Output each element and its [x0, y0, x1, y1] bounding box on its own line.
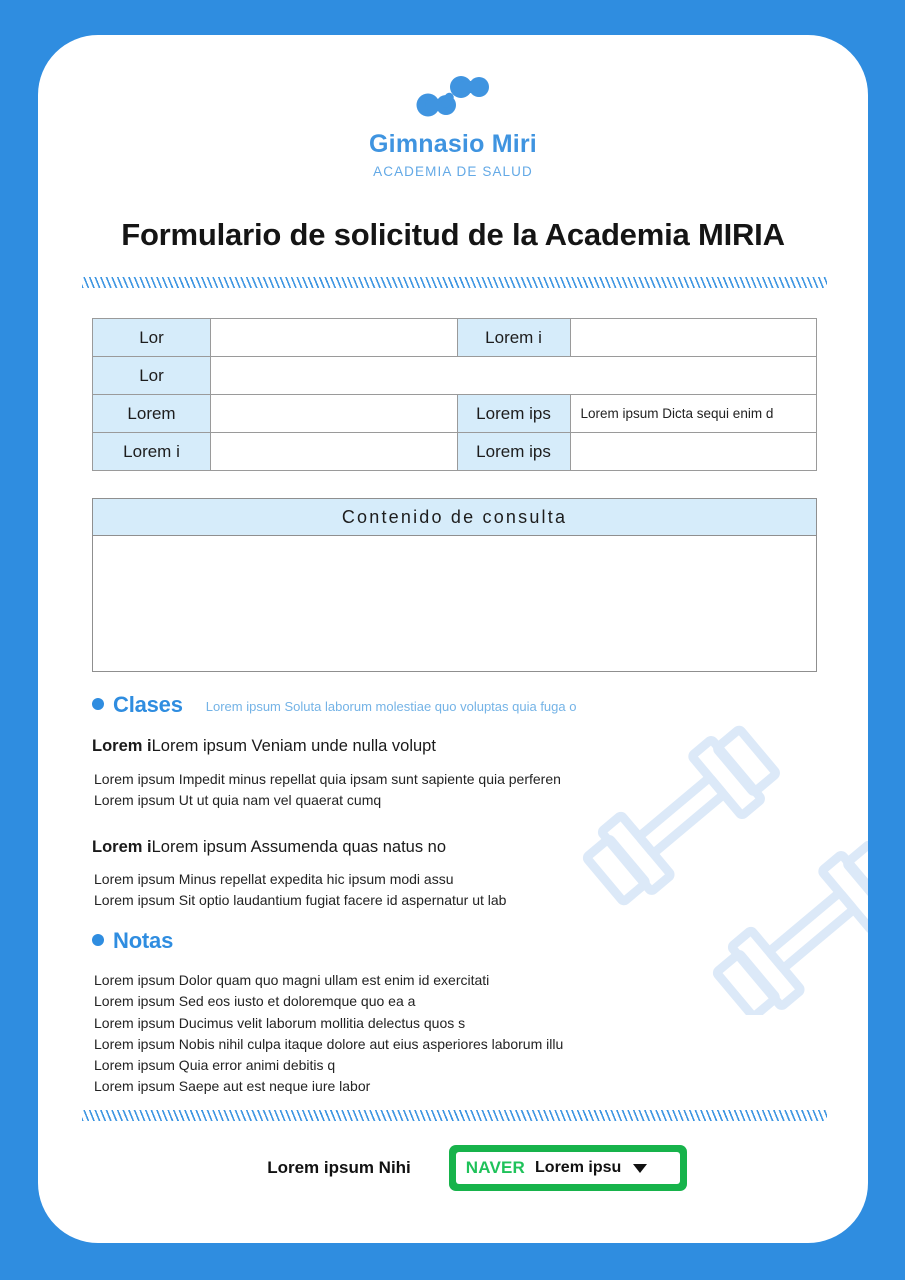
bullet-icon — [92, 698, 104, 710]
notes-list — [92, 970, 832, 1098]
consultation-box — [92, 498, 817, 672]
naver-button[interactable] — [449, 1145, 687, 1191]
class-block-title-bold: Lorem i — [92, 837, 152, 856]
page-title: Formulario de solicitud de la Academia MIRIA — [121, 217, 785, 252]
dumbbell-icon — [416, 75, 490, 121]
table-value-cell[interactable]: Lorem ipsum Dicta sequi enim d — [570, 395, 817, 433]
table-value-cell[interactable] — [570, 433, 817, 471]
class-block-lines — [92, 769, 832, 811]
table-row — [93, 357, 817, 395]
applicant-info-table — [92, 318, 817, 471]
list-item: Lorem ipsum Saepe aut est neque iure labor — [94, 1078, 371, 1095]
list-item: Lorem ipsum Dolor quam quo magni ullam est enim id exercitati — [94, 972, 490, 988]
section-header — [92, 928, 832, 954]
class-block-line: Lorem ipsum Sit optio laudantium fugiat facere id aspernatur ut lab — [94, 892, 507, 909]
consultation-header: Contenido de consulta — [93, 499, 816, 536]
class-block-line: Lorem ipsum Ut ut quia nam vel quaerat cumq — [94, 791, 382, 808]
consultation-textarea[interactable] — [93, 536, 816, 671]
table-label-cell: Lorem i — [93, 433, 211, 471]
form-card — [38, 35, 868, 1243]
table-label-cell: Lorem ips — [457, 395, 570, 433]
class-block-line: Lorem ipsum Impedit minus repellat quia ipsam sunt sapiente quia perferen — [94, 770, 561, 787]
brand-name: Gimnasio Miri — [369, 130, 537, 158]
table-value-cell[interactable] — [211, 357, 817, 395]
section-notas — [92, 928, 832, 1098]
bullet-icon — [92, 934, 104, 946]
class-block-title — [92, 736, 832, 757]
class-block-title — [92, 837, 832, 858]
table-value-cell[interactable] — [211, 319, 458, 357]
table-row — [93, 319, 817, 357]
list-item: Lorem ipsum Quia error animi debitis q — [94, 1057, 336, 1074]
divider-top — [82, 277, 827, 288]
table-value-cell[interactable] — [211, 433, 458, 471]
naver-button-inner[interactable] — [456, 1152, 680, 1184]
section-title: Clases — [113, 692, 183, 717]
brand-logo — [38, 75, 868, 179]
table-label-cell: Lorem — [93, 395, 211, 433]
table-row — [93, 395, 817, 433]
class-block-lines — [92, 869, 832, 911]
class-block — [92, 837, 832, 912]
section-clases — [92, 692, 832, 911]
section-subtitle: Lorem ipsum Soluta laborum molestiae quo voluptas quia fuga o — [205, 699, 577, 714]
class-block-title-rest: Lorem ipsum Assumenda quas natus no — [151, 837, 447, 856]
class-block — [92, 736, 832, 811]
class-block-title-bold: Lorem i — [92, 737, 152, 755]
instagram-label: Lorem ipsum Nihi — [267, 1158, 411, 1177]
table-label-cell: Lorem ips — [457, 433, 570, 471]
class-block-title-rest: Lorem ipsum Veniam unde nulla volupt — [151, 737, 436, 755]
list-item: Lorem ipsum Sed eos iusto et doloremque quo ea a — [94, 993, 416, 1010]
brand-tagline: ACADEMIA DE SALUD — [373, 163, 533, 179]
instagram-icon — [219, 1149, 257, 1187]
table-label-cell: Lor — [93, 357, 211, 395]
table-value-cell[interactable] — [570, 319, 817, 357]
list-item: Lorem ipsum Nobis nihil culpa itaque dolore aut eius asperiores laborum illu — [94, 1035, 564, 1052]
footer — [38, 1145, 868, 1191]
section-title: Notas — [113, 928, 174, 953]
class-block-line: Lorem ipsum Minus repellat expedita hic ipsum modi assu — [94, 871, 454, 888]
table-label-cell: Lorem i — [457, 319, 570, 357]
caret-down-icon[interactable] — [633, 1164, 647, 1173]
list-item: Lorem ipsum Ducimus velit laborum mollitia delectus quos s — [94, 1014, 466, 1031]
naver-logo: NAVER — [465, 1158, 526, 1177]
instagram-link[interactable] — [219, 1149, 411, 1187]
section-header — [92, 692, 832, 718]
naver-label: Lorem ipsu — [535, 1159, 622, 1176]
table-row — [93, 433, 817, 471]
table-value-cell[interactable] — [211, 395, 458, 433]
table-label-cell: Lor — [93, 319, 211, 357]
divider-bottom — [82, 1110, 827, 1121]
